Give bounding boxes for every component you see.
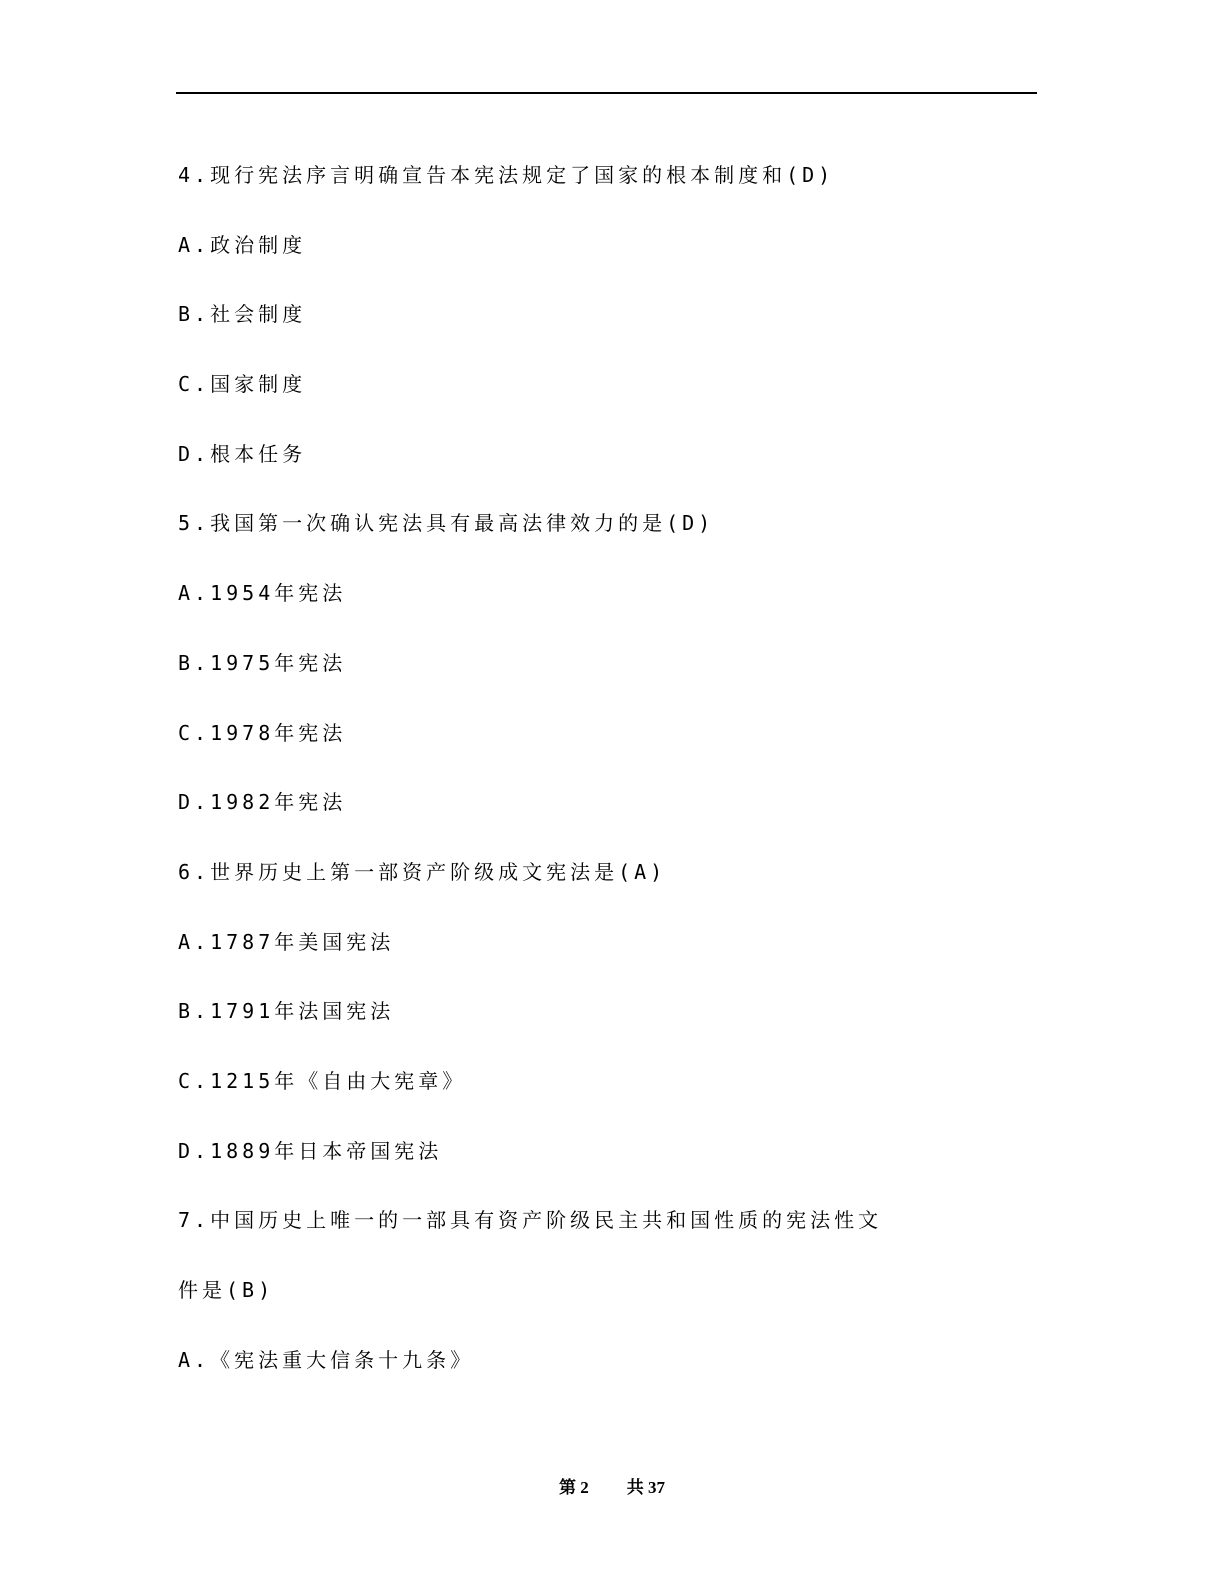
question-6-option-b: B.1791年法国宪法 [178,999,395,1024]
question-6-option-a: A.1787年美国宪法 [178,929,395,954]
question-5-option-b: B.1975年宪法 [178,650,347,675]
question-5-option-c: C.1978年宪法 [178,720,347,745]
question-6-option-c: C.1215年《自由大宪章》 [178,1068,467,1093]
question-7-continued: 件是(B) [178,1278,275,1302]
question-5-option-a: A.1954年宪法 [178,581,347,606]
question-5: 5.我国第一次确认宪法具有最高法律效力的是(D) [178,511,715,536]
document-body [178,157,1038,1411]
question-6-option-d: D.1889年日本帝国宪法 [178,1138,443,1163]
page-number: 第 2 [559,1478,589,1497]
question-4-option-b: B.社会制度 [178,302,307,327]
question-7: 7.中国历史上唯一的一部具有资产阶级民主共和国性质的宪法性文 [178,1208,883,1233]
page-total: 共 37 [626,1478,665,1497]
question-4-option-d: D.根本任务 [178,441,307,466]
question-4: 4.现行宪法序言明确宣告本宪法规定了国家的根本制度和(D) [178,163,835,187]
question-7-option-a: A.《宪法重大信条十九条》 [178,1347,475,1372]
question-4-option-c: C.国家制度 [178,372,307,397]
question-4-option-a: A.政治制度 [178,232,307,257]
question-6: 6.世界历史上第一部资产阶级成文宪法是(A) [178,859,667,884]
header-rule [176,92,1037,94]
question-5-option-d: D.1982年宪法 [178,790,347,815]
page-footer [0,1476,1224,1500]
